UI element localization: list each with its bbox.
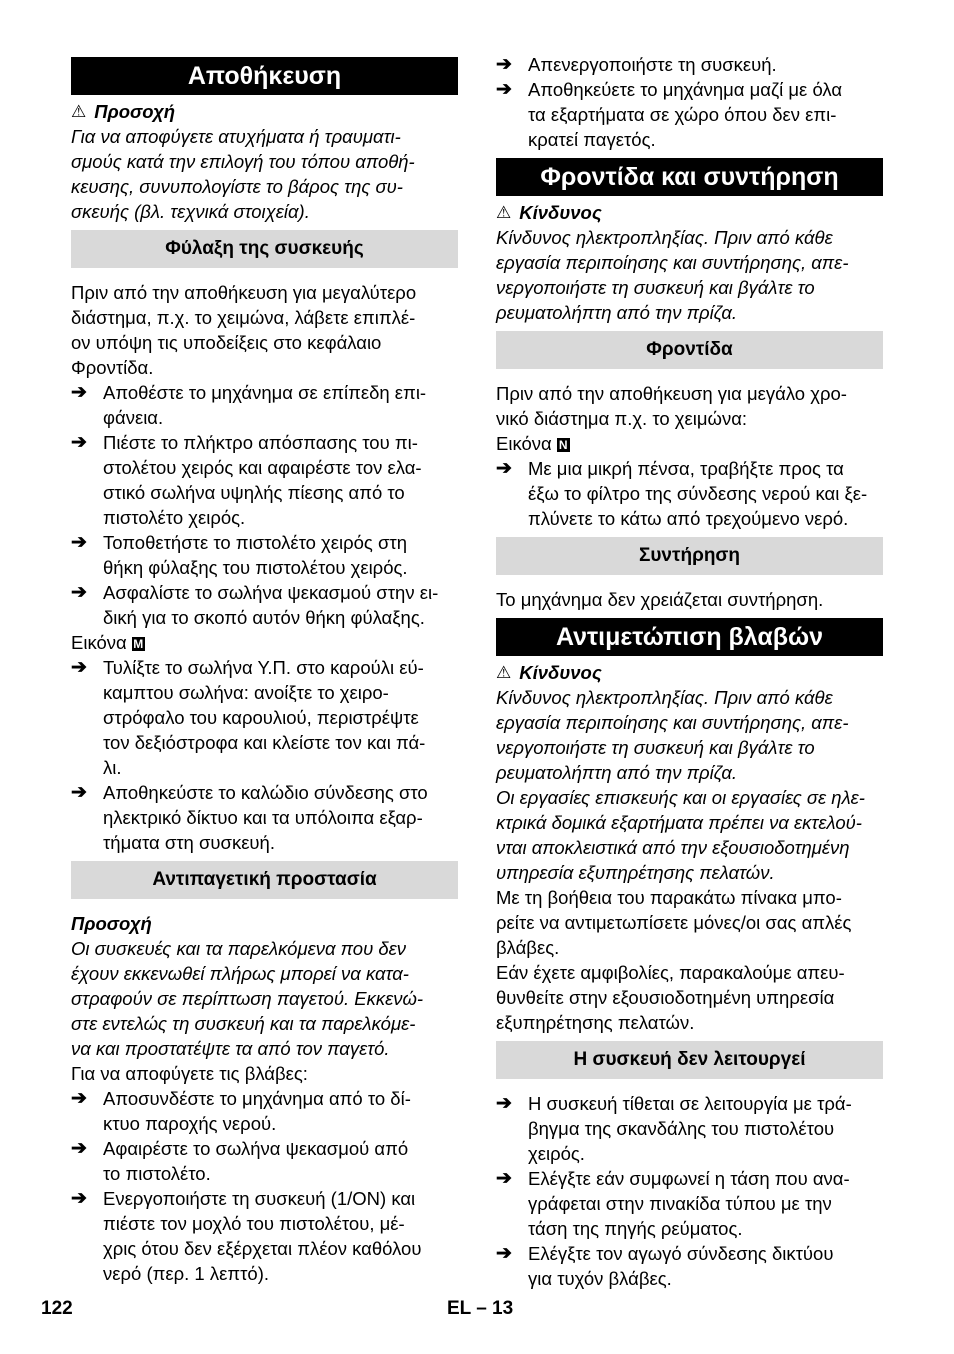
text-line: Πριν από την αποθήκευση για μεγάλο χρο- bbox=[496, 383, 847, 404]
subsection-frost: Αντιπαγετική προστασία bbox=[71, 861, 458, 899]
section-title-troubleshooting: Αντιμετώπιση βλαβών bbox=[496, 618, 883, 656]
text-line: θήκη φύλαξης του πιστολέτου χειρός. bbox=[103, 557, 408, 578]
left-column bbox=[71, 57, 458, 1286]
arrow-icon: ➔ bbox=[496, 1243, 512, 1264]
text-line: τάση της πηγής ρεύματος. bbox=[528, 1218, 743, 1239]
text-line: πλύνετε το κάτω από τρεχούμενο νερό. bbox=[528, 508, 849, 529]
keeping-intro bbox=[71, 280, 458, 380]
step-text bbox=[528, 456, 867, 531]
text-line: Πριν από την αποθήκευση για μεγαλύτερο bbox=[71, 282, 417, 303]
text-line: Εάν έχετε αμφιβολίες, παρακαλούμε απευ- bbox=[496, 962, 845, 983]
section-title-storage: Αποθήκευση bbox=[71, 57, 458, 95]
text-line: στολέτου χειρός και αφαιρέστε τον ελα- bbox=[103, 457, 422, 478]
section-title-care: Φροντίδα και συντήρηση bbox=[496, 158, 883, 196]
care-steps bbox=[496, 456, 883, 531]
step-item bbox=[496, 1166, 883, 1241]
maintenance-text: Το μηχάνημα δεν χρειάζεται συντήρηση. bbox=[496, 589, 824, 610]
step-item bbox=[496, 52, 883, 77]
step-text bbox=[103, 780, 428, 855]
text-line: Αποθηκεύετε το μηχάνημα μαζί με όλα bbox=[528, 79, 843, 100]
arrow-icon: ➔ bbox=[496, 458, 512, 479]
text-line: Κίνδυνος ηλεκτροπληξίας. Πριν από κάθε bbox=[496, 227, 833, 248]
caution-label-2: Προσοχή bbox=[71, 913, 152, 934]
text-line: νεργοποιήστε τη συσκευή και βγάλτε το bbox=[496, 277, 815, 298]
text-line: κευσης, συνυπολογίστε το βάρος της συ- bbox=[71, 176, 403, 197]
not-working-steps bbox=[496, 1091, 883, 1291]
text-line: σμούς κατά την επιλογή του τόπου αποθή- bbox=[71, 151, 415, 172]
step-text bbox=[103, 580, 438, 630]
language-page-label: EL – 13 bbox=[447, 1298, 514, 1319]
troubleshooting-text-1 bbox=[496, 885, 883, 960]
arrow-icon: ➔ bbox=[71, 582, 87, 603]
text-line: ρευματολήπτη από την πρίζα. bbox=[496, 302, 738, 323]
text-line: θυνθείτε στην εξουσιοδοτημένη υπηρεσία bbox=[496, 987, 835, 1008]
text-line: Τοποθετήστε το πιστολέτο χειρός στη bbox=[103, 532, 408, 553]
arrow-icon: ➔ bbox=[496, 1168, 512, 1189]
text-line: φάνεια. bbox=[103, 407, 164, 428]
text-line: Φροντίδα. bbox=[71, 357, 154, 378]
keeping-steps-2 bbox=[71, 655, 458, 855]
text-line: ρείτε να αντιμετωπίσετε μόνες/οι σας απλές bbox=[496, 912, 852, 933]
warning-icon: ⚠ bbox=[71, 102, 87, 121]
arrow-icon: ➔ bbox=[71, 1088, 87, 1109]
text-line: στρόφαλο του καρουλιού, περιστρέψτε bbox=[103, 707, 419, 728]
step-item bbox=[496, 1241, 883, 1291]
frost-intro: Για να αποφύγετε τις βλάβες: bbox=[71, 1063, 308, 1084]
danger-heading bbox=[496, 200, 883, 225]
text-line: νεργοποιήστε τη συσκευή και βγάλτε το bbox=[496, 737, 815, 758]
step-text bbox=[528, 1241, 833, 1291]
danger-label: Κίνδυνος bbox=[519, 202, 602, 223]
step-item bbox=[496, 1091, 883, 1166]
text-line: έξω το φίλτρο της σύνδεσης νερού και ξε- bbox=[528, 483, 868, 504]
step-text bbox=[103, 1186, 421, 1286]
arrow-icon: ➔ bbox=[71, 782, 87, 803]
text-line: πιέστε τον μοχλό του πιστολέτου, μέ- bbox=[103, 1213, 405, 1234]
text-line: υπηρεσία εξυπηρέτησης πελατών. bbox=[496, 862, 775, 883]
text-line: στε εντελώς τη συσκευή και τα παρελκόμε- bbox=[71, 1013, 416, 1034]
step-text bbox=[528, 1091, 852, 1166]
text-line: Με τη βοήθεια του παρακάτω πίνακα μπο- bbox=[496, 887, 842, 908]
text-line: ον υπόψη τις υποδείξεις στο κεφάλαιο bbox=[71, 332, 382, 353]
step-item bbox=[71, 655, 458, 780]
right-column bbox=[496, 52, 883, 1291]
arrow-icon: ➔ bbox=[496, 54, 512, 75]
text-line: λι. bbox=[103, 757, 122, 778]
text-line: διάστημα, π.χ. το χειμώνα, λάβετε επιπλέ- bbox=[71, 307, 416, 328]
step-item bbox=[71, 1086, 458, 1136]
warning-icon: ⚠ bbox=[496, 663, 512, 682]
step-text bbox=[528, 52, 777, 77]
figure-letter-badge: N bbox=[557, 438, 570, 452]
text-line: κρατεί παγετός. bbox=[528, 129, 656, 150]
subsection-keeping: Φύλαξη της συσκευής bbox=[71, 230, 458, 268]
subsection-not-working: Η συσκευή δεν λειτουργεί bbox=[496, 1041, 883, 1079]
text-line: Για να αποφύγετε ατυχήματα ή τραυματι- bbox=[71, 126, 401, 147]
text-line: ηλεκτρικό δίκτυο και τα υπόλοιπα εξαρ- bbox=[103, 807, 423, 828]
text-line: βλάβες. bbox=[496, 937, 560, 958]
text-line: να και προστατέψτε τα από τον παγετό. bbox=[71, 1038, 390, 1059]
step-text bbox=[103, 530, 408, 580]
text-line: γράφεται στην πινακίδα τύπου με την bbox=[528, 1193, 832, 1214]
text-line: κτρικά δομικά εξαρτήματα πρέπει να εκτελού- bbox=[496, 812, 862, 833]
arrow-icon: ➔ bbox=[496, 79, 512, 100]
subsection-care: Φροντίδα bbox=[496, 331, 883, 369]
step-item bbox=[71, 530, 458, 580]
step-item bbox=[71, 780, 458, 855]
arrow-icon: ➔ bbox=[496, 1093, 512, 1114]
text-line: Αποσυνδέστε το μηχάνημα από το δί- bbox=[103, 1088, 411, 1109]
step-text bbox=[103, 380, 426, 430]
text-line: τον δεξιόστροφα και κλείστε τον και πά- bbox=[103, 732, 426, 753]
figure-ref bbox=[71, 630, 458, 655]
arrow-icon: ➔ bbox=[71, 382, 87, 403]
text-line: ρευματολήπτη από την πρίζα. bbox=[496, 762, 738, 783]
text-line: σκευής (βλ. τεχνικά στοιχεία). bbox=[71, 201, 310, 222]
text-line: στραφούν σε περίπτωση παγετού. Εκκενώ- bbox=[71, 988, 424, 1009]
page-number: 122 bbox=[41, 1298, 73, 1319]
danger-text bbox=[496, 225, 883, 325]
arrow-icon: ➔ bbox=[71, 657, 87, 678]
text-line: νικό διάστημα π.χ. το χειμώνα: bbox=[496, 408, 748, 429]
top-steps bbox=[496, 52, 883, 152]
figure-ref-n bbox=[496, 431, 883, 456]
step-item bbox=[71, 580, 458, 630]
text-line: βηγμα της σκανδάλης του πιστολέτου bbox=[528, 1118, 835, 1139]
step-item bbox=[71, 430, 458, 530]
text-line: Ελέγξτε εάν συμφωνεί η τάση που ανα- bbox=[528, 1168, 850, 1189]
arrow-icon: ➔ bbox=[71, 1138, 87, 1159]
step-item bbox=[496, 456, 883, 531]
figure-letter-badge: M bbox=[133, 637, 144, 652]
text-line: Κίνδυνος ηλεκτροπληξίας. Πριν από κάθε bbox=[496, 687, 833, 708]
text-line: Τυλίξτε το σωλήνα Υ.Π. στο καρούλι εύ- bbox=[103, 657, 424, 678]
step-item bbox=[71, 380, 458, 430]
warning-icon: ⚠ bbox=[496, 203, 512, 222]
text-line: Ασφαλίστε το σωλήνα ψεκασμού στην ει- bbox=[103, 582, 439, 603]
step-text bbox=[103, 430, 422, 530]
text-line: εργασία περιποίησης και συντήρησης, απε- bbox=[496, 252, 849, 273]
text-line: Οι εργασίες επισκευής και οι εργασίες σε ηλε- bbox=[496, 787, 865, 808]
frost-steps bbox=[71, 1086, 458, 1286]
caution-heading bbox=[71, 99, 458, 124]
care-intro bbox=[496, 381, 883, 431]
arrow-icon: ➔ bbox=[71, 1188, 87, 1209]
text-line: τήματα στη συσκευή. bbox=[103, 832, 275, 853]
text-line: χρις ότου δεν εξέρχεται πλέον καθόλου bbox=[103, 1238, 422, 1259]
step-item bbox=[71, 1186, 458, 1286]
danger-text-2 bbox=[496, 685, 883, 885]
step-text bbox=[103, 655, 425, 780]
step-text bbox=[528, 1166, 850, 1241]
subsection-maintenance: Συντήρηση bbox=[496, 537, 883, 575]
text-line: Με μια μικρή πένσα, τραβήξτε προς τα bbox=[528, 458, 844, 479]
caution-label: Προσοχή bbox=[94, 101, 176, 122]
text-line: χειρός. bbox=[528, 1143, 585, 1164]
figure-label: Εικόνα bbox=[71, 632, 127, 653]
text-line: έχουν εκκενωθεί πλήρως μπορεί να κατα- bbox=[71, 963, 409, 984]
caution-text bbox=[71, 124, 458, 224]
text-line: Ενεργοποιήστε τη συσκευή (1/ON) και bbox=[103, 1188, 416, 1209]
text-line: καμπτου σωλήνα: ανοίξτε το χειρο- bbox=[103, 682, 389, 703]
step-item bbox=[496, 77, 883, 152]
text-line: Απενεργοποιήστε τη συσκευή. bbox=[528, 54, 777, 75]
text-line: για τυχόν βλάβες. bbox=[528, 1268, 672, 1289]
text-line: Αφαιρέστε το σωλήνα ψεκασμού από bbox=[103, 1138, 409, 1159]
danger-label-2: Κίνδυνος bbox=[519, 662, 602, 683]
text-line: στικό σωλήνα υψηλής πίεσης από το bbox=[103, 482, 405, 503]
text-line: Οι συσκευές και τα παρελκόμενα που δεν bbox=[71, 938, 407, 959]
text-line: Ελέγξτε τον αγωγό σύνδεσης δικτύου bbox=[528, 1243, 834, 1264]
arrow-icon: ➔ bbox=[71, 432, 87, 453]
text-line: εξυπηρέτησης πελατών. bbox=[496, 1012, 695, 1033]
text-line: Αποθέστε το μηχάνημα σε επίπεδη επι- bbox=[103, 382, 427, 403]
text-line: πιστολέτο χειρός. bbox=[103, 507, 246, 528]
text-line: Πιέστε το πλήκτρο απόσπασης του πι- bbox=[103, 432, 418, 453]
step-text bbox=[528, 77, 842, 152]
arrow-icon: ➔ bbox=[71, 532, 87, 553]
step-text bbox=[103, 1086, 411, 1136]
text-line: νται αποκλειστικά από την εξουσιοδοτημένη bbox=[496, 837, 850, 858]
text-line: τα εξαρτήματα σε χώρο όπου δεν επι- bbox=[528, 104, 837, 125]
text-line: το πιστολέτο. bbox=[103, 1163, 211, 1184]
text-line: νερό (περ. 1 λεπτό). bbox=[103, 1263, 270, 1284]
keeping-steps bbox=[71, 380, 458, 630]
text-line: εργασία περιποίησης και συντήρησης, απε- bbox=[496, 712, 849, 733]
text-line: δική για το σκοπό αυτόν θήκη φύλαξης. bbox=[103, 607, 425, 628]
text-line: Η συσκευή τίθεται σε λειτουργία με τρά- bbox=[528, 1093, 852, 1114]
step-item bbox=[71, 1136, 458, 1186]
text-line: κτυο παροχής νερού. bbox=[103, 1113, 277, 1134]
caution-text-2 bbox=[71, 936, 458, 1061]
danger-heading-2 bbox=[496, 660, 883, 685]
troubleshooting-text-2 bbox=[496, 960, 883, 1035]
step-text bbox=[103, 1136, 408, 1186]
figure-label: Εικόνα bbox=[496, 433, 552, 454]
text-line: Αποθηκεύστε το καλώδιο σύνδεσης στο bbox=[103, 782, 428, 803]
